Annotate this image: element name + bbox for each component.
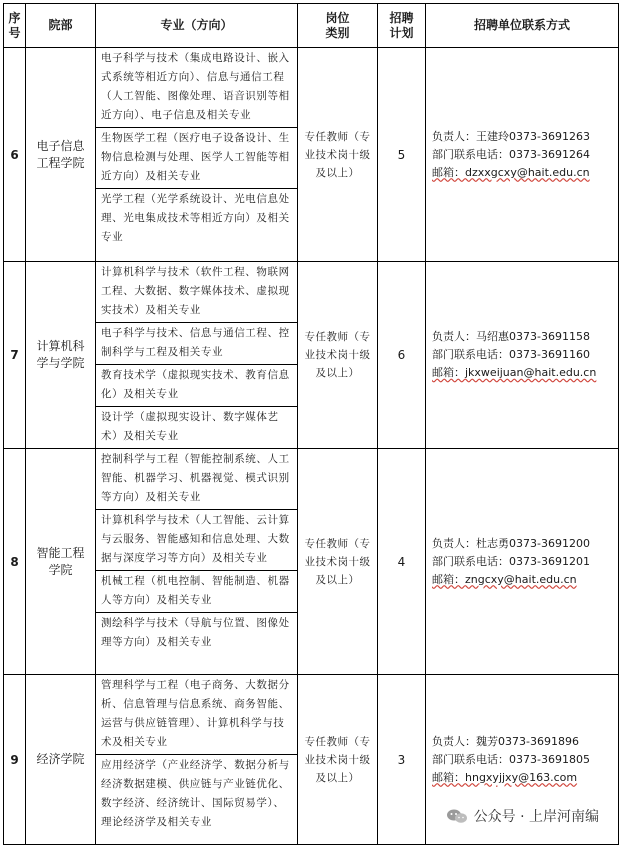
contact-person-phone: 0373-3691200	[509, 536, 590, 550]
table-row	[4, 262, 619, 449]
row-plan: 6	[378, 262, 426, 449]
row-plan: 3	[378, 675, 426, 845]
major-item: 计算机科学与技术（软件工程、物联网工程、大数据、数字媒体技术、虚拟现实技术）及相关专业	[96, 262, 297, 323]
row-college: 电子信息工程学院	[26, 48, 96, 262]
wechat-icon	[446, 808, 468, 824]
header-plan	[378, 4, 426, 48]
contact-person: 负责人：马绍惠	[432, 330, 509, 343]
row-seq: 8	[4, 449, 26, 675]
dept-phone: 部门联系电话：0373-3691160	[432, 348, 590, 361]
major-item: 电子科学与技术、信息与通信工程、控制科学与工程及相关专业	[96, 323, 297, 365]
row-seq: 9	[4, 675, 26, 845]
row-post: 专任教师（专业技术岗十级及以上）	[298, 675, 378, 845]
contact-email: 邮箱：zngcxy@hait.edu.cn	[432, 572, 577, 586]
contact-person-phone: 0373-3691158	[509, 330, 590, 343]
row-plan: 4	[378, 449, 426, 675]
row-post: 专任教师（专业技术岗十级及以上）	[298, 48, 378, 262]
major-item: 应用经济学（产业经济学、数据分析与经济数据建模、供应链与产业链优化、数字经济、经济统计、国际贸易学）、理论经济学及相关专业	[101, 759, 290, 828]
watermark	[442, 804, 603, 828]
contact-email: 邮箱：dzxxgcxy@hait.edu.cn	[432, 165, 590, 179]
major-item: 测绘科学与技术（导航与位置、图像处理等方向）及相关专业	[101, 617, 290, 648]
major-item: 教育技术学（虚拟现实技术、教育信息化）及相关专业	[96, 365, 297, 407]
header-post	[298, 4, 378, 48]
row-majors	[96, 675, 298, 845]
contact-person-phone: 0373-3691896	[498, 734, 579, 748]
major-item: 生物医学工程（医疗电子设备设计、生物信息检测与处理、医学人工智能等相近方向）及相关专业	[96, 128, 297, 189]
row-college: 经济学院	[26, 675, 96, 845]
header-plan-line2: 计划	[389, 25, 414, 40]
row-post: 专任教师（专业技术岗十级及以上）	[298, 262, 378, 449]
major-item: 计算机科学与技术（人工智能、云计算与云服务、智能感知和信息处理、大数据与深度学习等方向）及相关专业	[96, 510, 297, 571]
header-post-line2: 类别	[325, 25, 350, 40]
contact-person: 负责人：王建玲	[432, 129, 509, 143]
header-contact: 招聘单位联系方式	[426, 4, 619, 48]
contact-person: 负责人：魏芳	[432, 734, 498, 748]
row-contact	[426, 262, 619, 449]
header-college: 院部	[26, 4, 96, 48]
major-item: 管理科学与工程（电子商务、大数据分析、信息管理与信息系统、商务智能、运营与供应链管理）、计算机科学与技术及相关专业	[96, 675, 297, 755]
watermark-text: 公众号 · 上岸河南编	[473, 809, 599, 825]
header-plan-line1: 招聘	[389, 10, 414, 25]
contact-person-phone: 0373-3691263	[509, 129, 590, 143]
row-contact	[426, 449, 619, 675]
recruitment-table	[3, 3, 619, 845]
row-college: 计算机科学与学院	[26, 262, 96, 449]
table-row	[4, 449, 619, 675]
major-item: 控制科学与工程（智能控制系统、人工智能、机器学习、机器视觉、模式识别等方向）及相关专业	[96, 449, 297, 510]
table-row	[4, 48, 619, 262]
row-seq: 6	[4, 48, 26, 262]
row-majors	[96, 449, 298, 675]
major-item: 电子科学与技术（集成电路设计、嵌入式系统等相近方向）、信息与通信工程（人工智能、图像处理、语音识别等相近方向）、电子信息及相关专业	[96, 48, 297, 128]
major-item: 光学工程（光学系统设计、光电信息处理、光电集成技术等相近方向）及相关专业	[101, 193, 290, 243]
header-major: 专业（方向）	[96, 4, 298, 48]
table-header-row	[4, 4, 619, 48]
dept-phone: 部门联系电话：0373-3691201	[432, 554, 590, 568]
row-seq: 7	[4, 262, 26, 449]
contact-email: 邮箱：jkxweijuan@hait.edu.cn	[432, 366, 597, 379]
row-plan: 5	[378, 48, 426, 262]
dept-phone: 部门联系电话：0373-3691264	[432, 147, 590, 161]
major-item: 设计学（虚拟现实设计、数字媒体艺术）及相关专业	[101, 411, 279, 442]
header-post-line1: 岗位	[325, 10, 350, 25]
major-item: 机械工程（机电控制、智能制造、机器人等方向）及相关专业	[96, 571, 297, 613]
row-post: 专任教师（专业技术岗十级及以上）	[298, 449, 378, 675]
header-seq: 序号	[4, 4, 26, 48]
row-contact	[426, 48, 619, 262]
dept-phone: 部门联系电话：0373-3691805	[432, 752, 590, 766]
row-college: 智能工程学院	[26, 449, 96, 675]
contact-email: 邮箱：hngxyjjxy@163.com	[432, 770, 578, 784]
contact-person: 负责人：杜志勇	[432, 536, 509, 550]
row-majors	[96, 48, 298, 262]
row-majors	[96, 262, 298, 449]
